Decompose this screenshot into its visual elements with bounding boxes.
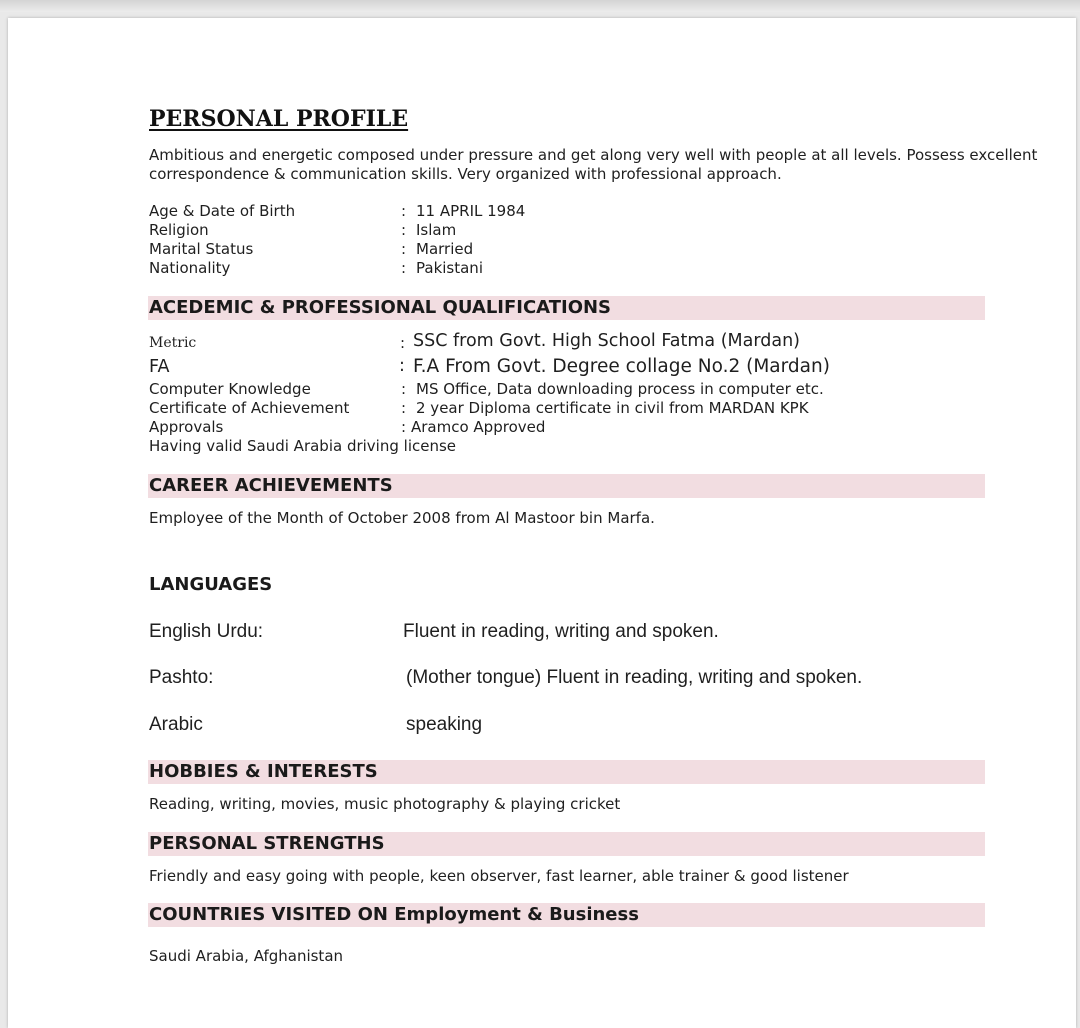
language-label-english-urdu: English Urdu: [149,621,264,642]
qual-label-metric: Metric [149,335,197,351]
language-label-pashto: Pashto: [149,667,214,688]
qualifications-heading: ACEDEMIC & PROFESSIONAL QUALIFICATIONS [149,297,612,318]
profile-summary-line-1: Ambitious and energetic composed under pressure and get along very well with people at all levels. Possess excellent [149,146,1038,164]
language-label-arabic: Arabic [149,714,203,735]
qual-value-approvals: Aramco Approved [411,418,546,436]
qual-value-fa: F.A From Govt. Degree collage No.2 (Mardan) [413,356,830,377]
field-colon: : [401,399,407,417]
driving-license-note: Having valid Saudi Arabia driving license [149,437,457,455]
qual-value-certificate: 2 year Diploma certificate in civil from MARDAN KPK [416,399,809,417]
field-colon: : [399,356,405,376]
language-value-arabic: speaking [406,714,483,735]
field-colon: : [401,259,407,277]
qual-value-computer-knowledge: MS Office, Data downloading process in computer etc. [416,380,824,398]
field-label-religion: Religion [149,221,209,239]
language-value-pashto: (Mother tongue) Fluent in reading, writing and spoken. [406,667,863,688]
field-colon: : [401,202,407,220]
viewer-top-bar [0,0,1080,12]
profile-summary-line-2: correspondence & communication skills. Very organized with professional approach. [149,165,782,183]
field-colon: : [401,380,407,398]
field-value-dob: 11 APRIL 1984 [416,202,526,220]
field-colon: : [401,221,407,239]
field-colon: : [401,418,407,436]
field-value-marital-status: Married [416,240,474,258]
qual-label-certificate: Certificate of Achievement [149,399,350,417]
qual-label-approvals: Approvals [149,418,224,436]
qual-label-computer-knowledge: Computer Knowledge [149,380,311,398]
field-colon: : [400,334,406,352]
strengths-text: Friendly and easy going with people, keen observer, fast learner, able trainer & good listener [149,867,849,885]
language-value-english-urdu: Fluent in reading, writing and spoken. [403,621,719,642]
personal-profile-title: PERSONAL PROFILE [149,106,409,132]
countries-heading: COUNTRIES VISITED ON Employment & Business [149,904,639,925]
field-label-dob: Age & Date of Birth [149,202,296,220]
languages-heading: LANGUAGES [149,574,273,595]
document-page [8,18,1076,1028]
qual-label-fa: FA [149,357,170,377]
field-label-marital-status: Marital Status [149,240,254,258]
field-value-nationality: Pakistani [416,259,483,277]
field-value-religion: Islam [416,221,457,239]
countries-text: Saudi Arabia, Afghanistan [149,947,344,965]
field-label-nationality: Nationality [149,259,231,277]
field-colon: : [401,240,407,258]
qual-value-metric: SSC from Govt. High School Fatma (Mardan) [413,331,801,351]
hobbies-text: Reading, writing, movies, music photography & playing cricket [149,795,621,813]
strengths-heading: PERSONAL STRENGTHS [149,833,385,854]
career-heading: CAREER ACHIEVEMENTS [149,475,393,496]
career-achievement-text: Employee of the Month of October 2008 from Al Mastoor bin Marfa. [149,509,655,527]
hobbies-heading: HOBBIES & INTERESTS [149,761,378,782]
